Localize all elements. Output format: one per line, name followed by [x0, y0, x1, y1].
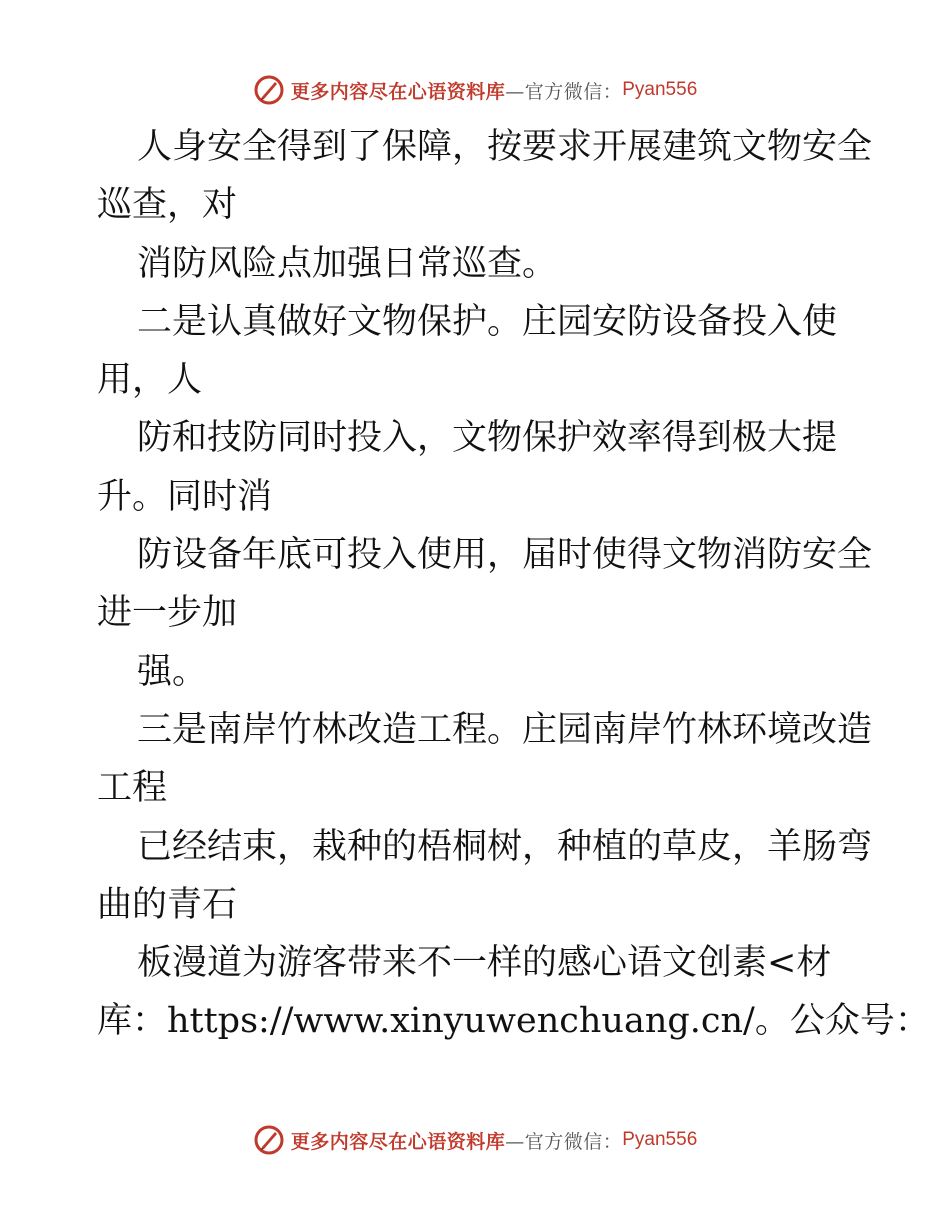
text-line: 防和技防同时投入，文物保护效率得到极大提 — [137, 418, 838, 459]
text-line: 用，人 — [97, 360, 203, 401]
footer-banner-wechat-id: Pyan556 — [622, 1129, 698, 1150]
text-line: 曲的青石 — [97, 884, 238, 925]
footer-banner-separator: —官方微信： — [505, 1130, 623, 1153]
footer-banner-title: 更多内容尽在心语资料库 — [290, 1130, 506, 1153]
footer-banner — [0, 1120, 950, 1160]
text-line: 三是南岸竹林改造工程。庄园南岸竹林环境改造 — [137, 709, 873, 750]
text-line: 进一步加 — [97, 593, 238, 634]
text-line: 强。 — [137, 651, 208, 692]
text-line: 防设备年底可投入使用，届时使得文物消防安全 — [137, 535, 873, 576]
document-body — [97, 118, 930, 1051]
text-line: 库：https://www.xinyuwenchuang.cn/。公众号： — [97, 1001, 930, 1042]
quill-logo-icon — [253, 74, 285, 106]
text-line: 已经结束，栽种的梧桐树，种植的草皮，羊肠弯 — [137, 826, 873, 867]
header-banner-separator: —官方微信： — [505, 80, 623, 103]
text-line: 消防风险点加强日常巡查。 — [137, 243, 558, 284]
header-banner-wechat-id: Pyan556 — [622, 79, 698, 100]
text-line: 工程 — [97, 768, 168, 809]
quill-logo-icon — [253, 1124, 285, 1156]
header-banner-title: 更多内容尽在心语资料库 — [290, 80, 506, 103]
text-line: 板漫道为游客带来不一样的感心语文创素<材 — [137, 943, 832, 984]
text-line: 二是认真做好文物保护。庄园安防设备投入使 — [137, 301, 838, 342]
text-line: 巡查，对 — [97, 185, 238, 226]
header-banner — [0, 70, 950, 110]
text-line: 人身安全得到了保障，按要求开展建筑文物安全 — [137, 127, 873, 167]
text-line: 升。同时消 — [97, 476, 273, 517]
